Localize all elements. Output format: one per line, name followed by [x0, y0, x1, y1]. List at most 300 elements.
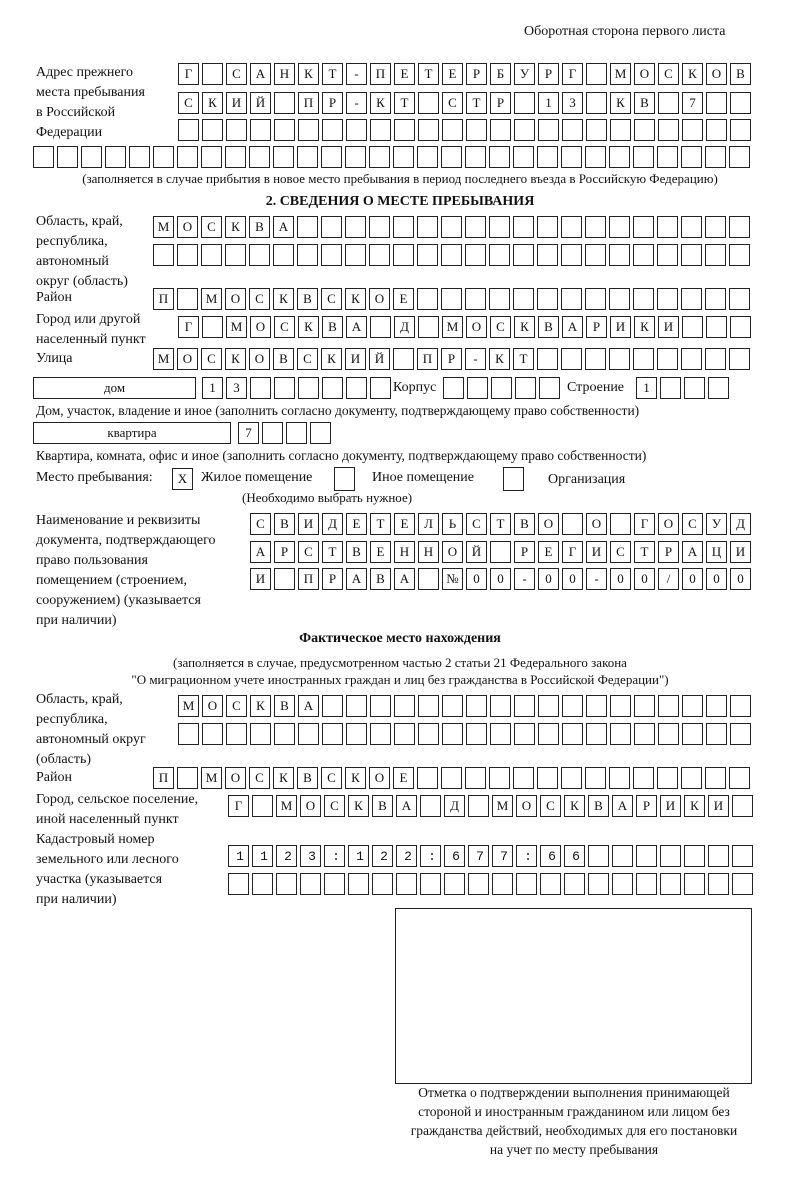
char-cell[interactable]: П — [153, 767, 174, 789]
char-cell[interactable]: 0 — [682, 568, 703, 590]
char-cell[interactable] — [324, 873, 345, 895]
char-cell[interactable] — [516, 873, 537, 895]
char-cell[interactable]: Т — [394, 92, 415, 114]
char-cell[interactable] — [369, 216, 390, 238]
char-cell[interactable]: Р — [322, 568, 343, 590]
char-cell[interactable] — [681, 767, 702, 789]
char-cell[interactable]: С — [490, 316, 511, 338]
char-cell[interactable]: - — [346, 92, 367, 114]
char-cell[interactable] — [273, 244, 294, 266]
char-cell[interactable]: К — [225, 216, 246, 238]
char-cell[interactable] — [441, 216, 462, 238]
char-cell[interactable] — [274, 92, 295, 114]
char-cell[interactable]: К — [348, 795, 369, 817]
char-cell[interactable]: В — [274, 513, 295, 535]
char-cell[interactable] — [610, 723, 631, 745]
char-cell[interactable]: О — [516, 795, 537, 817]
char-cell[interactable]: К — [514, 316, 535, 338]
char-cell[interactable] — [252, 795, 273, 817]
char-cell[interactable] — [345, 244, 366, 266]
char-cell[interactable] — [465, 146, 486, 168]
char-cell[interactable]: Л — [418, 513, 439, 535]
char-cell[interactable]: С — [201, 348, 222, 370]
char-cell[interactable] — [705, 244, 726, 266]
char-cell[interactable]: 0 — [538, 568, 559, 590]
char-cell[interactable]: 7 — [238, 422, 259, 444]
char-cell[interactable] — [732, 795, 753, 817]
char-cell[interactable]: К — [370, 92, 391, 114]
char-cell[interactable] — [177, 244, 198, 266]
char-cell[interactable]: № — [442, 568, 463, 590]
char-cell[interactable]: А — [562, 316, 583, 338]
char-cell[interactable] — [681, 146, 702, 168]
char-cell[interactable] — [514, 695, 535, 717]
char-cell[interactable] — [658, 92, 679, 114]
char-cell[interactable]: 1 — [202, 377, 223, 399]
char-cell[interactable] — [610, 513, 631, 535]
char-cell[interactable] — [273, 146, 294, 168]
char-cell[interactable] — [705, 348, 726, 370]
char-cell[interactable] — [372, 873, 393, 895]
char-cell[interactable]: В — [297, 767, 318, 789]
char-cell[interactable]: О — [658, 513, 679, 535]
char-cell[interactable]: 7 — [682, 92, 703, 114]
char-cell[interactable] — [537, 216, 558, 238]
char-cell[interactable] — [705, 288, 726, 310]
char-cell[interactable] — [730, 119, 751, 141]
char-cell[interactable] — [262, 422, 283, 444]
char-cell[interactable] — [609, 767, 630, 789]
char-cell[interactable] — [276, 873, 297, 895]
char-cell[interactable]: В — [346, 541, 367, 563]
char-cell[interactable]: Е — [393, 288, 414, 310]
char-cell[interactable] — [298, 377, 319, 399]
char-cell[interactable]: Р — [514, 541, 535, 563]
char-cell[interactable]: В — [514, 513, 535, 535]
char-cell[interactable] — [465, 288, 486, 310]
char-cell[interactable] — [708, 873, 729, 895]
char-cell[interactable]: И — [226, 92, 247, 114]
char-cell[interactable]: С — [321, 288, 342, 310]
char-cell[interactable]: О — [634, 63, 655, 85]
char-cell[interactable] — [322, 119, 343, 141]
char-cell[interactable] — [489, 244, 510, 266]
char-cell[interactable] — [708, 845, 729, 867]
char-cell[interactable]: У — [706, 513, 727, 535]
char-cell[interactable] — [561, 288, 582, 310]
char-cell[interactable] — [322, 695, 343, 717]
char-cell[interactable]: Г — [178, 316, 199, 338]
char-cell[interactable] — [348, 873, 369, 895]
char-cell[interactable] — [489, 146, 510, 168]
char-cell[interactable] — [514, 92, 535, 114]
char-cell[interactable]: Г — [228, 795, 249, 817]
char-cell[interactable]: Й — [466, 541, 487, 563]
char-cell[interactable]: 1 — [538, 92, 559, 114]
char-cell[interactable] — [705, 146, 726, 168]
char-cell[interactable] — [684, 377, 705, 399]
char-cell[interactable]: Е — [370, 541, 391, 563]
char-cell[interactable] — [586, 119, 607, 141]
char-cell[interactable] — [682, 119, 703, 141]
char-cell[interactable] — [633, 767, 654, 789]
char-cell[interactable] — [225, 244, 246, 266]
char-cell[interactable] — [202, 723, 223, 745]
char-cell[interactable] — [585, 767, 606, 789]
char-cell[interactable] — [513, 216, 534, 238]
char-cell[interactable] — [633, 216, 654, 238]
char-cell[interactable] — [177, 767, 198, 789]
char-cell[interactable]: В — [322, 316, 343, 338]
char-cell[interactable] — [706, 695, 727, 717]
char-cell[interactable] — [490, 541, 511, 563]
char-cell[interactable]: В — [730, 63, 751, 85]
char-cell[interactable] — [489, 767, 510, 789]
char-cell[interactable]: К — [682, 63, 703, 85]
char-cell[interactable]: Д — [394, 316, 415, 338]
char-cell[interactable]: Р — [490, 92, 511, 114]
char-cell[interactable]: К — [225, 348, 246, 370]
char-cell[interactable]: Е — [394, 513, 415, 535]
char-cell[interactable] — [657, 216, 678, 238]
char-cell[interactable] — [466, 695, 487, 717]
char-cell[interactable]: М — [610, 63, 631, 85]
char-cell[interactable]: 0 — [490, 568, 511, 590]
char-cell[interactable] — [681, 288, 702, 310]
char-cell[interactable]: М — [442, 316, 463, 338]
char-cell[interactable] — [417, 288, 438, 310]
char-cell[interactable] — [310, 422, 331, 444]
char-cell[interactable]: О — [706, 63, 727, 85]
char-cell[interactable] — [417, 216, 438, 238]
char-cell[interactable]: С — [682, 513, 703, 535]
char-cell[interactable] — [396, 873, 417, 895]
char-cell[interactable]: П — [370, 63, 391, 85]
char-cell[interactable] — [491, 377, 512, 399]
char-cell[interactable]: П — [298, 92, 319, 114]
char-cell[interactable] — [513, 244, 534, 266]
char-cell[interactable] — [658, 119, 679, 141]
char-cell[interactable] — [225, 146, 246, 168]
char-cell[interactable]: А — [273, 216, 294, 238]
char-cell[interactable] — [706, 92, 727, 114]
char-cell[interactable]: П — [417, 348, 438, 370]
char-cell[interactable] — [370, 316, 391, 338]
char-cell[interactable]: С — [178, 92, 199, 114]
char-cell[interactable] — [681, 348, 702, 370]
char-cell[interactable] — [586, 92, 607, 114]
char-cell[interactable] — [346, 377, 367, 399]
char-cell[interactable] — [249, 244, 270, 266]
char-cell[interactable]: Т — [322, 541, 343, 563]
char-cell[interactable]: О — [225, 767, 246, 789]
char-cell[interactable] — [612, 873, 633, 895]
char-cell[interactable]: П — [153, 288, 174, 310]
char-cell[interactable] — [467, 377, 488, 399]
char-cell[interactable] — [730, 92, 751, 114]
char-cell[interactable]: 3 — [226, 377, 247, 399]
char-cell[interactable] — [417, 244, 438, 266]
char-cell[interactable]: К — [684, 795, 705, 817]
char-cell[interactable] — [538, 695, 559, 717]
char-cell[interactable] — [418, 316, 439, 338]
char-cell[interactable] — [468, 795, 489, 817]
char-cell[interactable] — [465, 767, 486, 789]
char-cell[interactable] — [465, 216, 486, 238]
char-cell[interactable] — [561, 216, 582, 238]
char-cell[interactable] — [729, 244, 750, 266]
char-cell[interactable] — [297, 146, 318, 168]
char-cell[interactable]: Е — [442, 63, 463, 85]
char-cell[interactable] — [514, 723, 535, 745]
char-cell[interactable] — [300, 873, 321, 895]
char-cell[interactable] — [633, 348, 654, 370]
char-cell[interactable] — [730, 723, 751, 745]
char-cell[interactable]: М — [201, 767, 222, 789]
char-cell[interactable] — [393, 348, 414, 370]
char-cell[interactable] — [394, 695, 415, 717]
char-cell[interactable]: Т — [370, 513, 391, 535]
char-cell[interactable]: Р — [274, 541, 295, 563]
char-cell[interactable]: К — [250, 695, 271, 717]
char-cell[interactable] — [274, 119, 295, 141]
char-cell[interactable] — [681, 216, 702, 238]
char-cell[interactable] — [634, 695, 655, 717]
char-cell[interactable] — [586, 723, 607, 745]
char-cell[interactable] — [706, 119, 727, 141]
char-cell[interactable] — [466, 119, 487, 141]
char-cell[interactable] — [226, 119, 247, 141]
char-cell[interactable]: 0 — [466, 568, 487, 590]
char-cell[interactable] — [612, 845, 633, 867]
char-cell[interactable]: Т — [513, 348, 534, 370]
char-cell[interactable]: 0 — [634, 568, 655, 590]
char-cell[interactable]: И — [730, 541, 751, 563]
char-cell[interactable] — [538, 723, 559, 745]
char-cell[interactable] — [537, 146, 558, 168]
char-cell[interactable] — [298, 723, 319, 745]
char-cell[interactable]: В — [249, 216, 270, 238]
char-cell[interactable] — [228, 873, 249, 895]
char-cell[interactable] — [370, 695, 391, 717]
char-cell[interactable]: М — [201, 288, 222, 310]
char-cell[interactable] — [610, 695, 631, 717]
char-cell[interactable] — [657, 288, 678, 310]
char-cell[interactable] — [202, 316, 223, 338]
char-cell[interactable]: А — [346, 568, 367, 590]
char-cell[interactable] — [682, 723, 703, 745]
char-cell[interactable]: К — [202, 92, 223, 114]
char-cell[interactable] — [561, 244, 582, 266]
char-cell[interactable] — [249, 146, 270, 168]
char-cell[interactable]: К — [273, 288, 294, 310]
char-cell[interactable]: Й — [250, 92, 271, 114]
char-cell[interactable] — [345, 216, 366, 238]
char-cell[interactable]: А — [250, 541, 271, 563]
char-cell[interactable] — [634, 723, 655, 745]
char-cell[interactable] — [537, 348, 558, 370]
char-cell[interactable]: Е — [538, 541, 559, 563]
char-cell[interactable]: К — [345, 288, 366, 310]
char-cell[interactable]: 0 — [730, 568, 751, 590]
char-cell[interactable] — [177, 146, 198, 168]
char-cell[interactable] — [417, 146, 438, 168]
char-cell[interactable] — [322, 377, 343, 399]
char-cell[interactable]: С — [540, 795, 561, 817]
char-cell[interactable] — [564, 873, 585, 895]
char-cell[interactable] — [33, 146, 54, 168]
char-cell[interactable] — [441, 146, 462, 168]
char-cell[interactable] — [393, 244, 414, 266]
apartment-type-field[interactable]: квартира — [33, 422, 231, 444]
char-cell[interactable] — [706, 316, 727, 338]
char-cell[interactable] — [586, 63, 607, 85]
char-cell[interactable]: Н — [418, 541, 439, 563]
char-cell[interactable]: Е — [393, 767, 414, 789]
char-cell[interactable] — [684, 873, 705, 895]
char-cell[interactable] — [153, 244, 174, 266]
char-cell[interactable]: А — [682, 541, 703, 563]
char-cell[interactable] — [539, 377, 560, 399]
char-cell[interactable] — [732, 845, 753, 867]
char-cell[interactable]: В — [372, 795, 393, 817]
char-cell[interactable] — [609, 216, 630, 238]
char-cell[interactable]: С — [226, 63, 247, 85]
char-cell[interactable] — [369, 146, 390, 168]
char-cell[interactable] — [420, 873, 441, 895]
char-cell[interactable] — [732, 873, 753, 895]
char-cell[interactable]: Р — [538, 63, 559, 85]
char-cell[interactable]: К — [298, 316, 319, 338]
char-cell[interactable]: Й — [369, 348, 390, 370]
char-cell[interactable] — [562, 119, 583, 141]
char-cell[interactable] — [250, 723, 271, 745]
char-cell[interactable]: В — [297, 288, 318, 310]
char-cell[interactable] — [129, 146, 150, 168]
char-cell[interactable]: О — [466, 316, 487, 338]
char-cell[interactable]: И — [660, 795, 681, 817]
char-cell[interactable] — [346, 119, 367, 141]
char-cell[interactable] — [250, 377, 271, 399]
char-cell[interactable]: В — [588, 795, 609, 817]
char-cell[interactable] — [513, 288, 534, 310]
char-cell[interactable]: К — [345, 767, 366, 789]
char-cell[interactable]: О — [177, 216, 198, 238]
char-cell[interactable]: В — [370, 568, 391, 590]
char-cell[interactable] — [561, 348, 582, 370]
char-cell[interactable]: Д — [444, 795, 465, 817]
char-cell[interactable] — [658, 723, 679, 745]
char-cell[interactable]: А — [394, 568, 415, 590]
char-cell[interactable]: Р — [441, 348, 462, 370]
char-cell[interactable] — [369, 244, 390, 266]
char-cell[interactable]: С — [610, 541, 631, 563]
char-cell[interactable] — [609, 348, 630, 370]
char-cell[interactable]: Д — [730, 513, 751, 535]
char-cell[interactable] — [492, 873, 513, 895]
char-cell[interactable] — [420, 795, 441, 817]
char-cell[interactable]: О — [177, 348, 198, 370]
char-cell[interactable] — [585, 244, 606, 266]
char-cell[interactable]: Е — [346, 513, 367, 535]
char-cell[interactable] — [514, 119, 535, 141]
char-cell[interactable]: - — [586, 568, 607, 590]
char-cell[interactable]: А — [346, 316, 367, 338]
char-cell[interactable] — [418, 119, 439, 141]
char-cell[interactable] — [588, 873, 609, 895]
char-cell[interactable]: И — [586, 541, 607, 563]
char-cell[interactable]: С — [324, 795, 345, 817]
char-cell[interactable]: К — [634, 316, 655, 338]
char-cell[interactable] — [370, 377, 391, 399]
char-cell[interactable]: К — [273, 767, 294, 789]
char-cell[interactable] — [684, 845, 705, 867]
char-cell[interactable]: М — [226, 316, 247, 338]
char-cell[interactable]: В — [274, 695, 295, 717]
char-cell[interactable]: Ц — [706, 541, 727, 563]
char-cell[interactable]: К — [298, 63, 319, 85]
char-cell[interactable] — [274, 568, 295, 590]
char-cell[interactable]: С — [442, 92, 463, 114]
char-cell[interactable] — [682, 316, 703, 338]
char-cell[interactable] — [633, 146, 654, 168]
char-cell[interactable]: Т — [466, 92, 487, 114]
char-cell[interactable]: С — [298, 541, 319, 563]
char-cell[interactable]: Т — [490, 513, 511, 535]
char-cell[interactable] — [370, 119, 391, 141]
char-cell[interactable]: А — [298, 695, 319, 717]
char-cell[interactable] — [562, 513, 583, 535]
char-cell[interactable]: / — [658, 568, 679, 590]
char-cell[interactable] — [394, 119, 415, 141]
char-cell[interactable]: А — [396, 795, 417, 817]
char-cell[interactable] — [682, 695, 703, 717]
char-cell[interactable]: М — [492, 795, 513, 817]
char-cell[interactable]: С — [297, 348, 318, 370]
char-cell[interactable] — [562, 695, 583, 717]
place-option-residential-checkbox[interactable]: X — [172, 468, 193, 490]
char-cell[interactable] — [226, 723, 247, 745]
char-cell[interactable]: О — [586, 513, 607, 535]
char-cell[interactable] — [540, 873, 561, 895]
char-cell[interactable] — [394, 723, 415, 745]
char-cell[interactable]: Ь — [442, 513, 463, 535]
char-cell[interactable] — [660, 845, 681, 867]
char-cell[interactable] — [610, 119, 631, 141]
char-cell[interactable] — [393, 146, 414, 168]
char-cell[interactable] — [442, 119, 463, 141]
char-cell[interactable] — [442, 695, 463, 717]
char-cell[interactable] — [490, 723, 511, 745]
char-cell[interactable]: И — [708, 795, 729, 817]
char-cell[interactable]: О — [369, 767, 390, 789]
char-cell[interactable] — [681, 244, 702, 266]
char-cell[interactable]: 0 — [706, 568, 727, 590]
char-cell[interactable] — [537, 288, 558, 310]
char-cell[interactable] — [730, 695, 751, 717]
char-cell[interactable] — [513, 767, 534, 789]
char-cell[interactable] — [636, 845, 657, 867]
char-cell[interactable]: - — [465, 348, 486, 370]
char-cell[interactable] — [562, 723, 583, 745]
char-cell[interactable] — [201, 244, 222, 266]
char-cell[interactable] — [468, 873, 489, 895]
char-cell[interactable] — [105, 146, 126, 168]
char-cell[interactable]: М — [276, 795, 297, 817]
char-cell[interactable] — [346, 723, 367, 745]
char-cell[interactable] — [444, 873, 465, 895]
char-cell[interactable] — [274, 723, 295, 745]
